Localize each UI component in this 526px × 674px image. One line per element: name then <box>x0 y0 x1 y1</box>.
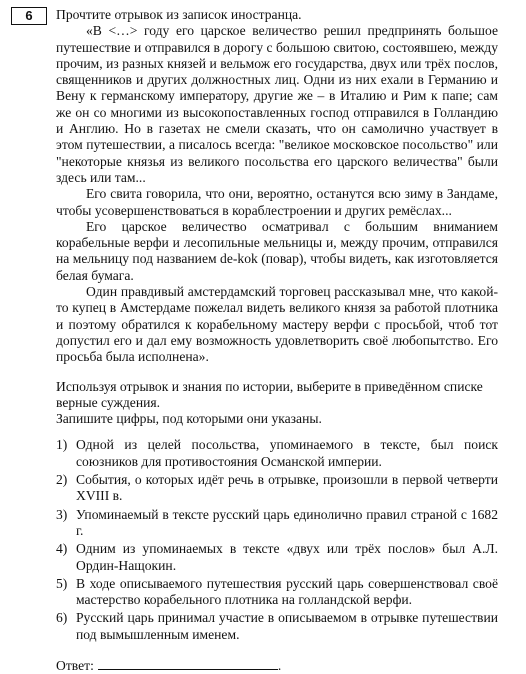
option-number: 5) <box>56 575 68 591</box>
option-item <box>56 507 498 540</box>
options-list <box>56 437 498 643</box>
option-text: В ходе описываемого путешествия русский царь совершенствовал своё мастерство корабельного плотника на голландской верфи. <box>76 575 498 608</box>
option-item <box>56 610 498 643</box>
option-item <box>56 472 498 505</box>
option-item <box>56 541 498 574</box>
option-text: Русский царь принимал участие в описываемом в отрывке путешествии под вымышленным именем. <box>76 610 498 642</box>
option-text: События, о которых идёт речь в отрывке, произошли в первой четверти XVIII в. <box>76 472 498 504</box>
option-text: Упоминаемый в тексте русский царь единолично правил страной с 1682 г. <box>76 506 498 538</box>
option-number: 3) <box>56 506 68 522</box>
option-text: Одним из упоминаемых в тексте «двух или трёх послов» был А.Л. Ордин-Нащокин. <box>76 541 498 573</box>
task-title: Прочтите отрывок из записок иностранца. <box>56 7 302 22</box>
quote-paragraph: «В <…> году его царское величество решил предпринять большое путешествие и отправился в дорогу с большою свитою, состоявшею, между прочим, из разных князей и вельмож его государства, двух или трёх послов, священников и других должностных лиц. Одни из них ехали в Германию и Вену к германскому императору, другие же – в Италию и Рим к папе; сам же он со многими из высокопоставленных господ отправился в Голландию и Англию. Но в газетах не смели сказать, что он самолично участвует в этом путешествии, а писалось всегда: "великое московское посольство" или "некоторые князья из великого посольства его царского величества" были здесь или там... <box>56 23 498 185</box>
quote-paragraph: Его свита говорила, что они, вероятно, останутся всю зиму в Зандаме, чтобы усовершенствоваться в кораблестроении и других ремёслах... <box>56 186 498 218</box>
option-number: 4) <box>56 541 68 557</box>
quote-block <box>56 23 498 365</box>
quote-paragraph: Его царское величество осматривал с большим вниманием корабельные верфи и лесопильные мельницы и, между прочим, отправился на мельницу под названием de-kok (повар), чтобы видеть, как изготовляется белая бумага. <box>56 218 498 283</box>
question-subinstruction: Запишите цифры, под которыми они указаны. <box>56 411 322 427</box>
answer-field[interactable] <box>98 656 278 670</box>
task-number-box: 6 <box>11 7 47 25</box>
option-item <box>56 437 498 470</box>
option-number: 2) <box>56 472 68 488</box>
quote-paragraph: Один правдивый амстердамский торговец рассказывал мне, что какой-то купец в Амстердаме пожелал видеть великого князя за работой плотника и поэтому обратился к корабельному мастеру верфи с просьбой, чтоб тот допустил его и дал ему возможность удовлетворить своё любопытство. Его просьба была исполнена». <box>56 284 498 365</box>
option-item <box>56 576 498 609</box>
task-content <box>56 7 498 674</box>
question-block <box>56 379 498 428</box>
option-number: 6) <box>56 610 68 626</box>
answer-label: Ответ: <box>56 657 94 673</box>
option-text: Одной из целей посольства, упоминаемого в тексте, был поиск союзников для противостояния Османской империи. <box>76 437 498 469</box>
question-instruction: Используя отрывок и знания по истории, выберите в приведённом списке верные суждения. <box>56 378 483 410</box>
answer-row: Ответ: . <box>56 657 282 673</box>
option-number: 1) <box>56 437 68 453</box>
